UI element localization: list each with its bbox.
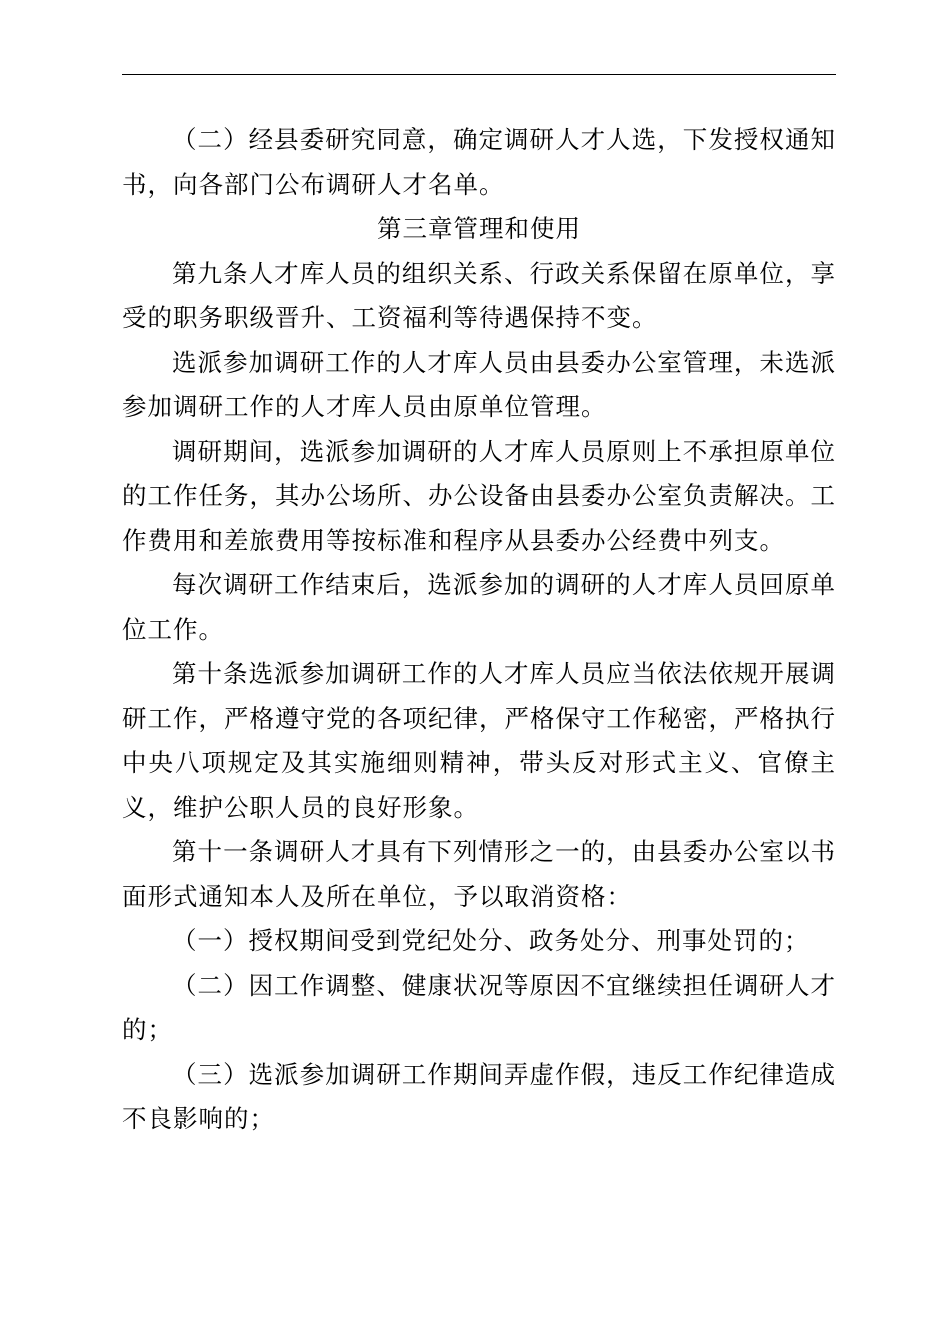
paragraph-item-2: （二）因工作调整、健康状况等原因不宜继续担任调研人才的；: [122, 970, 836, 1044]
paragraph-research-period: 调研期间，选派参加调研的人才库人员原则上不承担原单位的工作任务，其办公场所、办公设备由县委办公室负责解决。工作费用和差旅费用等按标准和程序从县委办公经费中列支。: [122, 436, 836, 555]
document-body: [122, 118, 836, 1142]
paragraph-item-1: （一）授权期间受到党纪处分、政务处分、刑事处罚的；: [172, 926, 810, 955]
paragraph-management: 选派参加调研工作的人才库人员由县委办公室管理，未选派参加调研工作的人才库人员由原单位管理。: [122, 347, 836, 421]
paragraph-article-9: 第九条人才库人员的组织关系、行政关系保留在原单位，享受的职务职级晋升、工资福利等待遇保持不变。: [122, 258, 836, 332]
paragraph-article-11: 第十一条调研人才具有下列情形之一的，由县委办公室以书面形式通知本人及所在单位，予以取消资格：: [122, 837, 836, 911]
paragraph-article-10: 第十条选派参加调研工作的人才库人员应当依法依规开展调研工作，严格遵守党的各项纪律，严格保守工作秘密，严格执行中央八项规定及其实施细则精神，带头反对形式主义、官僚主义，维护公职人员的良好形象。: [122, 659, 836, 822]
paragraph-clause-2-list: （二）经县委研究同意，确定调研人才人选，下发授权通知书，向各部门公布调研人才名单。: [122, 125, 836, 199]
header-rule: [122, 74, 836, 75]
paragraph-return: 每次调研工作结束后，选派参加的调研的人才库人员回原单位工作。: [122, 570, 836, 644]
chapter-heading: 第三章管理和使用: [377, 214, 581, 243]
paragraph-item-3: （三）选派参加调研工作期间弄虚作假，违反工作纪律造成不良影响的；: [122, 1059, 836, 1133]
